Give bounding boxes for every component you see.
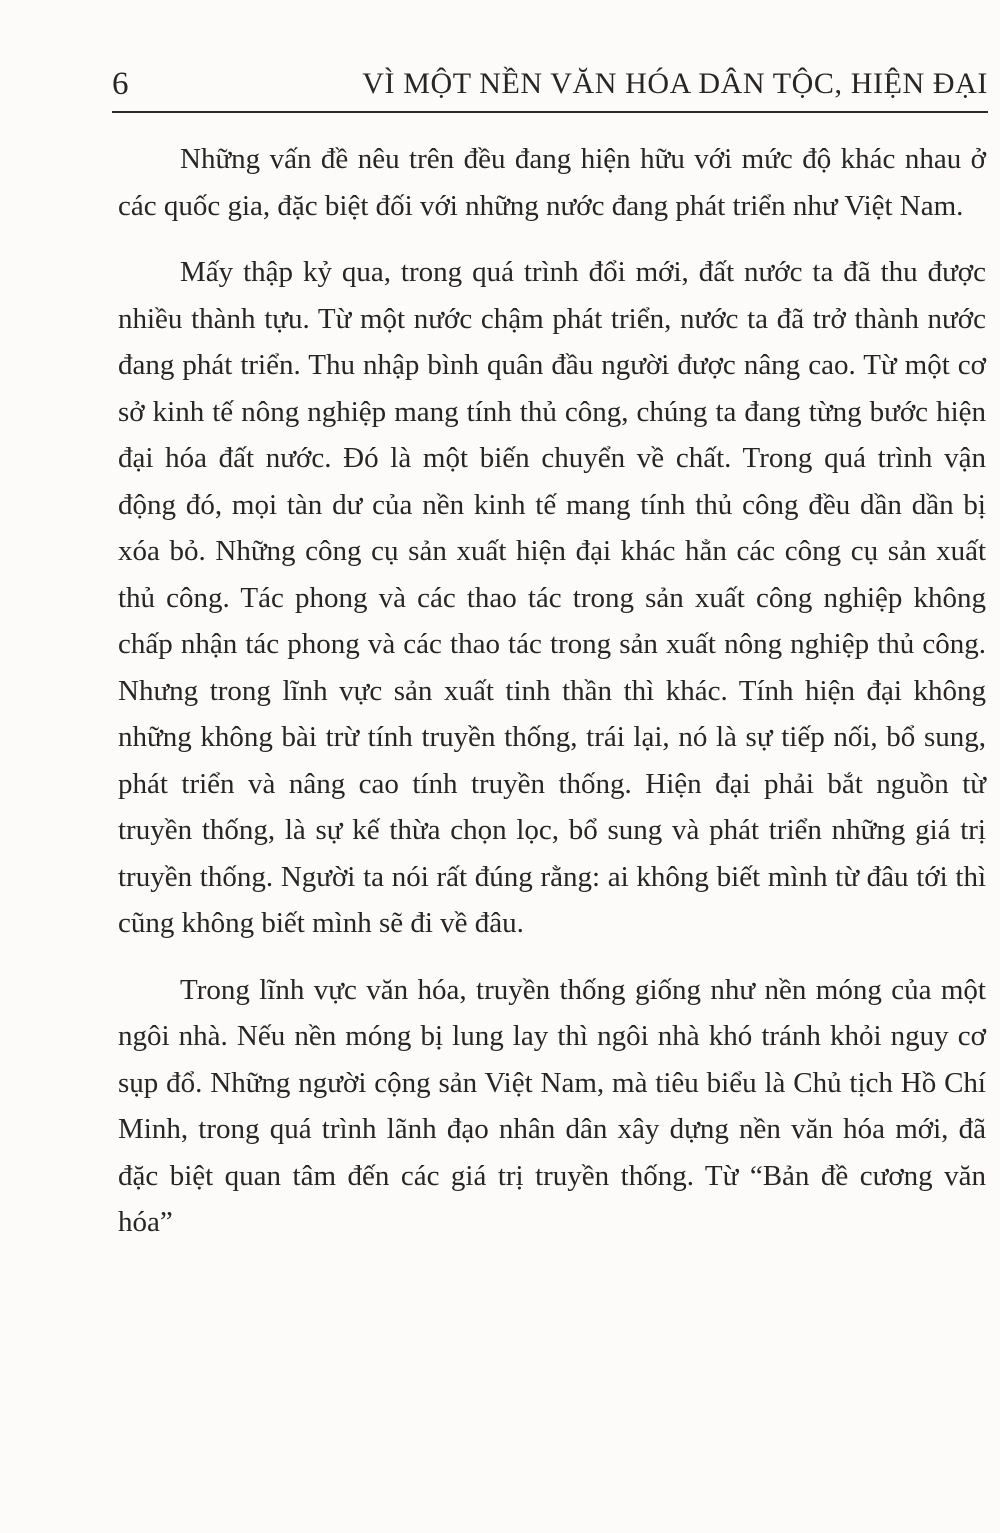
body-text [118, 136, 986, 1266]
paragraph-2: Mấy thập kỷ qua, trong quá trình đổi mới, đất nước ta đã thu được nhiều thành tựu. Từ một nước chậm phát triển, nước ta đã trở thành nước đang phát triển. Thu nhập bình quân đầu người được nâng cao. Từ một cơ sở kinh tế nông nghiệp mang tính thủ công, chúng ta đang từng bước hiện đại hóa đất nước. Đó là một biến chuyển về chất. Trong quá trình vận động đó, mọi tàn dư của nền kinh tế mang tính thủ công đều dần dần bị xóa bỏ. Những công cụ sản xuất hiện đại khác hẳn các công cụ sản xuất thủ công. Tác phong và các thao tác trong sản xuất công nghiệp không chấp nhận tác phong và các thao tác trong sản xuất nông nghiệp thủ công. Nhưng trong lĩnh vực sản xuất tinh thần thì khác. Tính hiện đại không những không bài trừ tính truyền thống, trái lại, nó là sự tiếp nối, bổ sung, phát triển và nâng cao tính truyền thống. Hiện đại phải bắt nguồn từ truyền thống, là sự kế thừa chọn lọc, bổ sung và phát triển những giá trị truyền thống. Người ta nói rất đúng rằng: ai không biết mình từ đâu tới thì cũng không biết mình sẽ đi về đâu. [118, 256, 986, 939]
header-rule [112, 111, 988, 113]
paragraph-1: Những vấn đề nêu trên đều đang hiện hữu với mức độ khác nhau ở các quốc gia, đặc biệt đối với những nước đang phát triển như Việt Nam. [118, 143, 986, 222]
running-title: VÌ MỘT NỀN VĂN HÓA DÂN TỘC, HIỆN ĐẠI [362, 67, 988, 100]
page-header [112, 62, 988, 106]
paragraph-3: Trong lĩnh vực văn hóa, truyền thống giống như nền móng của một ngôi nhà. Nếu nền móng bị lung lay thì ngôi nhà khó tránh khỏi nguy cơ sụp đổ. Những người cộng sản Việt Nam, mà tiêu biểu là Chủ tịch Hồ Chí Minh, trong quá trình lãnh đạo nhân dân xây dựng nền văn hóa mới, đã đặc biệt quan tâm đến các giá trị truyền thống. Từ “Bản đề cương văn hóa” [118, 973, 986, 1238]
page-number: 6 [112, 66, 129, 102]
